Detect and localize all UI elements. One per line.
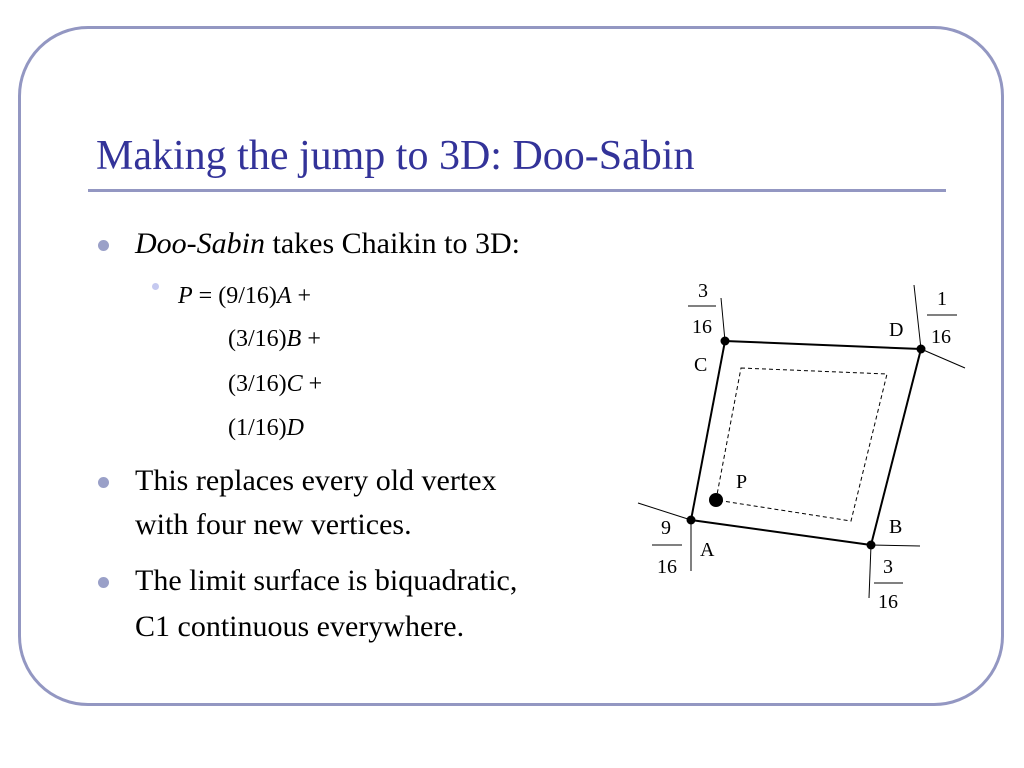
vertex-c-point	[721, 337, 730, 346]
weight-b-numerator: 3	[883, 556, 893, 578]
vertex-d-point	[917, 345, 926, 354]
weight-a-denominator: 16	[657, 556, 677, 578]
formula-op-3: +	[302, 371, 323, 397]
formula-op-1: +	[291, 283, 312, 309]
outer-edge-b-down	[869, 545, 871, 598]
quad-face	[691, 341, 921, 545]
bullet-1-rest: takes Chaikin to 3D:	[265, 227, 520, 260]
weight-c-numerator: 3	[698, 280, 708, 302]
vertex-label-d: D	[889, 319, 904, 341]
formula-op-2: +	[301, 326, 321, 352]
outer-edge-d-up	[914, 285, 921, 349]
formula-coef-4: (1/16)	[228, 415, 287, 441]
formula-coef-1: = (9/16)	[192, 283, 277, 309]
vertex-label-p: P	[736, 471, 748, 493]
vertex-a-point	[687, 516, 696, 525]
new-face-dashed	[716, 368, 887, 521]
weight-d-numerator: 1	[937, 288, 947, 310]
vertex-label-a: A	[700, 539, 715, 561]
weight-d-denominator: 16	[931, 326, 951, 348]
outer-edge-c	[721, 298, 725, 341]
vertex-b-point	[867, 541, 876, 550]
bullet-2-line-2: with four new vertices.	[135, 508, 412, 541]
weight-d	[927, 288, 957, 348]
vertex-label-b: B	[889, 516, 903, 538]
point-p-marker	[709, 493, 723, 507]
weight-b	[874, 556, 903, 613]
formula-var-c: C	[286, 371, 303, 397]
formula-coef-2: (3/16)	[228, 326, 287, 352]
edge-b-a	[691, 520, 871, 545]
weight-b-denominator: 16	[878, 591, 898, 613]
outer-edge-b-right	[871, 545, 920, 546]
formula-var-p: P	[178, 283, 193, 309]
doo-sabin-term: Doo-Sabin	[135, 227, 265, 260]
weight-c-denominator: 16	[692, 316, 712, 338]
slide-title: Making the jump to 3D: Doo-Sabin	[96, 133, 695, 179]
bullet-3-line-1: The limit surface is biquadratic,	[135, 564, 518, 597]
vertex-label-c: C	[694, 354, 708, 376]
weight-c	[688, 280, 716, 338]
outer-edge-d-right	[921, 349, 965, 368]
formula-var-a: A	[276, 283, 292, 309]
outer-edges	[638, 285, 965, 598]
bullet-2-line-1: This replaces every old vertex	[135, 464, 497, 497]
weight-a	[652, 517, 682, 578]
edge-c-d	[725, 341, 921, 349]
bullet-3-line-2: C1 continuous everywhere.	[135, 610, 465, 643]
formula-coef-3: (3/16)	[228, 371, 287, 397]
formula-var-b: B	[286, 326, 302, 352]
weight-a-numerator: 9	[661, 517, 671, 539]
formula-var-d: D	[286, 415, 304, 441]
